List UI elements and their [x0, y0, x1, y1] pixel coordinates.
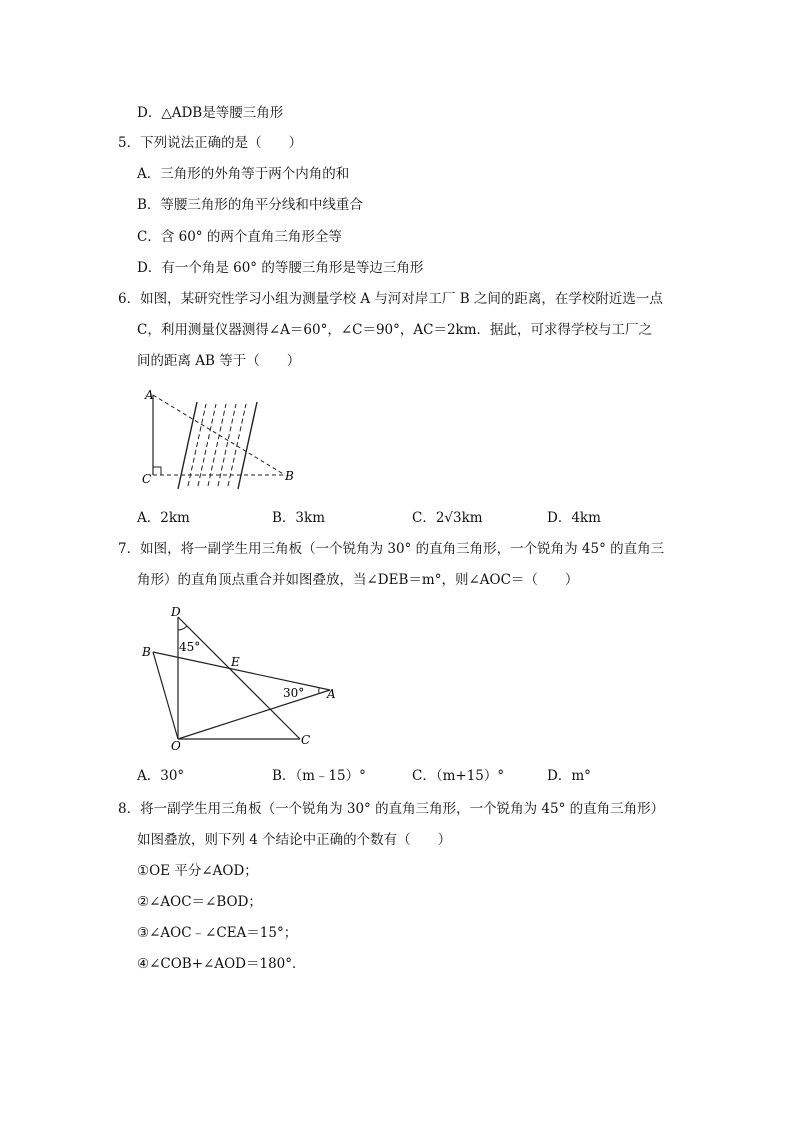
q8-statement-3: ③∠AOC﹣∠CEA＝15°； [137, 925, 298, 941]
q6-label-b: B [285, 469, 294, 483]
q7-label-d: D [171, 605, 181, 619]
q5-option-a: A．三角形的外角等于两个内角的和 [137, 166, 350, 182]
q5-option-d: D．有一个角是 60° 的等腰三角形是等边三角形 [137, 260, 424, 276]
q5-option-b: B．等腰三角形的角平分线和中线重合 [137, 197, 363, 213]
q6-river-hatch [208, 404, 226, 486]
q6-right-angle-mark [153, 467, 161, 475]
q6-stem-line2: C，利用测量仪器测得∠A＝60°，∠C＝90°，AC＝2km．据此，可求得学校与工厂之 [137, 322, 653, 338]
q6-option-a: A．2km [137, 510, 190, 526]
q6-label-a: A [145, 388, 154, 402]
q7-option-b: B．（m﹣15）° [272, 768, 366, 784]
q8-statement-4: ④∠COB+∠AOD＝180°． [137, 956, 306, 972]
q6-river-bank-left [178, 402, 197, 489]
q8-statement-2: ②∠AOC＝∠BOD； [137, 894, 262, 910]
q7-label-o: O [171, 739, 181, 753]
q8-statement-1: ①OE 平分∠AOD； [137, 863, 258, 879]
q7-label-a: A [327, 687, 336, 701]
q7-stem-line1: 7．如图，将一副学生用三角板（一个锐角为 30° 的直角三角形，一个锐角为 45° 的直角三 [118, 541, 665, 557]
q7-segment-oa [178, 690, 330, 739]
q6-option-b: B．3km [272, 510, 325, 526]
q4-option-d: D．△ADB是等腰三角形 [137, 105, 284, 121]
q8-stem-line1: 8．将一副学生用三角板（一个锐角为 30° 的直角三角形，一个锐角为 45° 的直角三角形） [118, 801, 665, 817]
q7-option-c: C．（m+15）° [412, 768, 505, 784]
q7-figure [135, 600, 350, 755]
q7-angle-arc-45 [178, 626, 187, 630]
q7-option-a: A．30° [137, 768, 185, 784]
q6-river-hatch [198, 404, 216, 486]
q7-option-d: D．m° [547, 768, 591, 784]
q6-option-c: C．2√3km [412, 510, 483, 526]
q6-river-hatch [228, 404, 246, 486]
q7-label-e: E [231, 655, 240, 669]
q7-segment-dc [178, 617, 300, 739]
q7-angle-label-30: 30° [283, 686, 305, 700]
q6-stem-line3: 间的距离 AB 等于（ ） [137, 353, 301, 369]
q7-stem-line2: 角形）的直角顶点重合并如图叠放，当∠DEB＝m°，则∠AOC＝（ ） [137, 572, 579, 588]
q6-stem-line1: 6．如图，某研究性学习小组为测量学校 A 与河对岸工厂 B 之间的距离，在学校附近选一点 [118, 291, 663, 307]
q5-option-c: C．含 60° 的两个直角三角形全等 [137, 229, 342, 245]
q6-label-c: C [142, 472, 152, 486]
q7-segment-ba [153, 652, 330, 690]
q7-label-c: C [301, 733, 311, 747]
q6-figure [135, 380, 310, 495]
q5-stem: 5．下列说法正确的是（ ） [118, 135, 303, 151]
q6-river-hatch [188, 404, 206, 486]
q7-label-b: B [142, 645, 151, 659]
q7-angle-label-45: 45° [179, 640, 201, 654]
q7-segment-bo [153, 652, 178, 739]
q8-stem-line2: 如图叠放，则下列 4 个结论中正确的个数有（ ） [137, 832, 452, 848]
q6-river-bank-right [238, 402, 257, 489]
q6-river-hatch [218, 404, 236, 486]
q6-option-d: D．4km [547, 510, 601, 526]
